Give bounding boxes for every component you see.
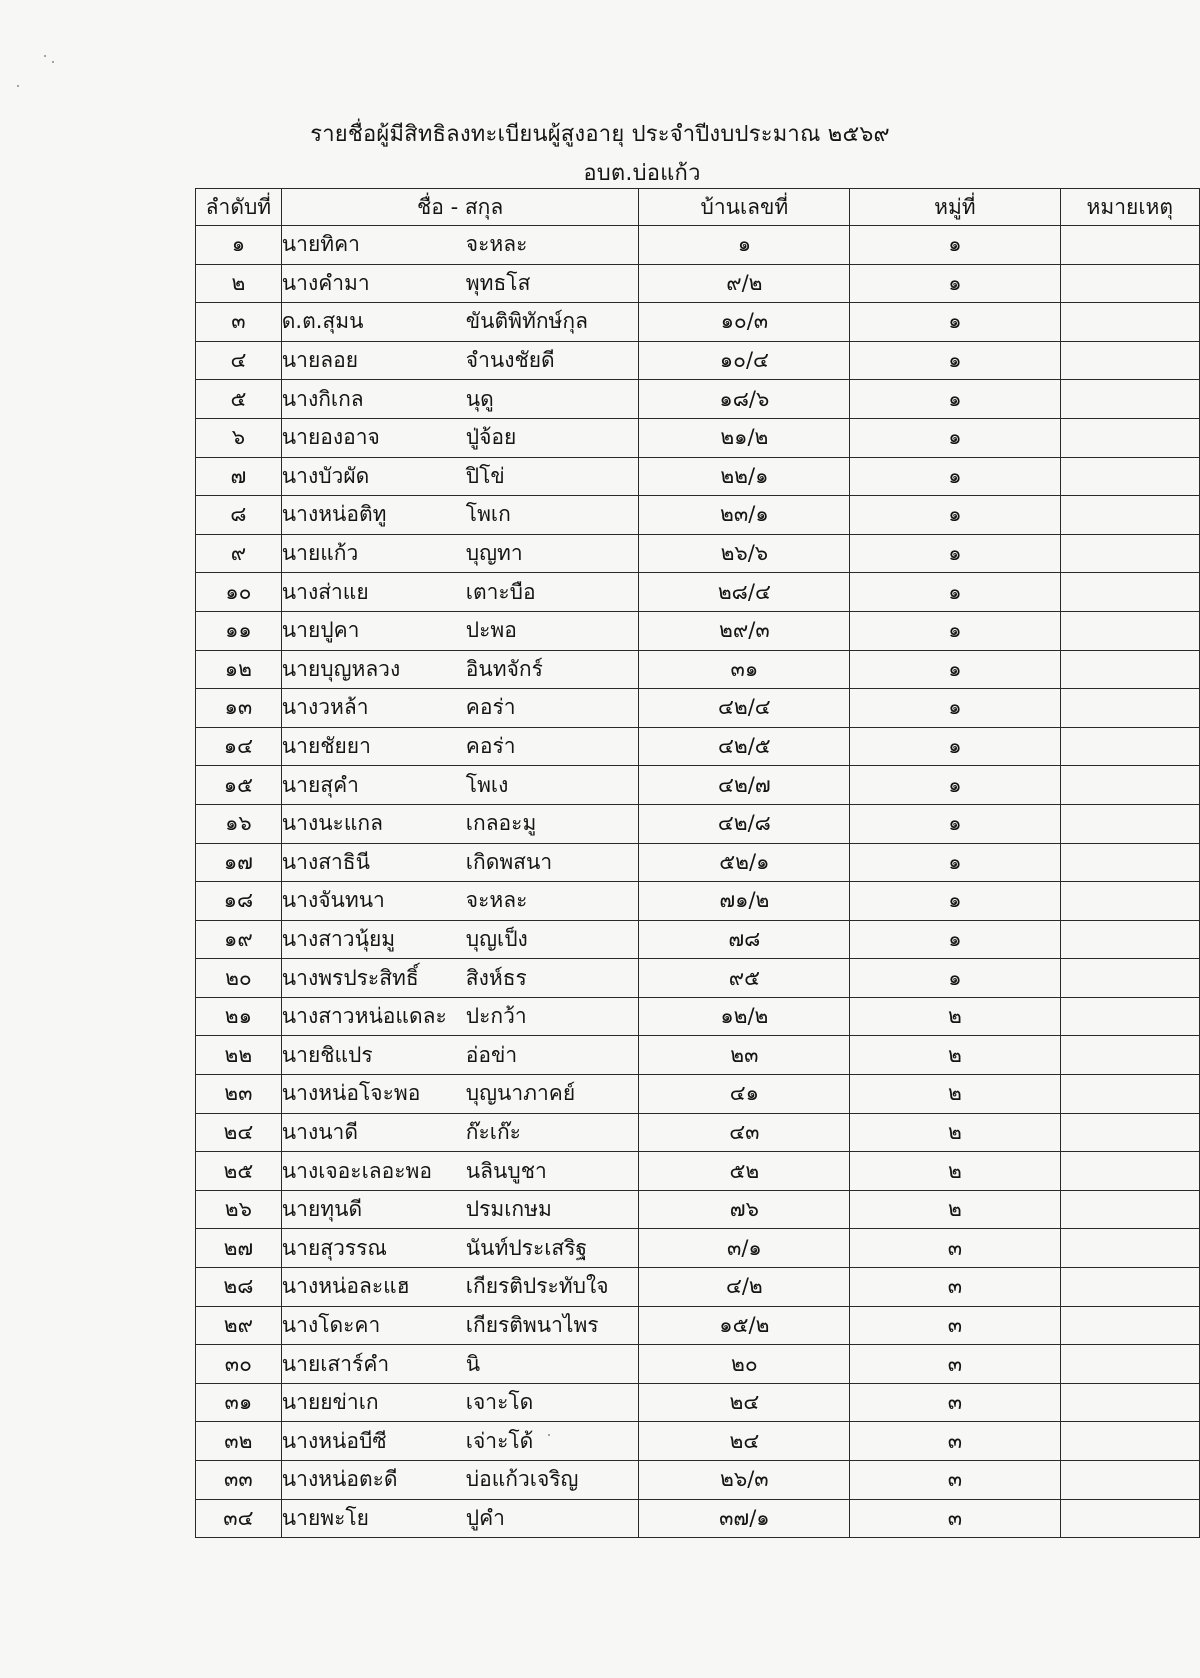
village-number-cell: ๑: [850, 496, 1060, 535]
remarks-cell: [1060, 418, 1199, 457]
table-row: [196, 1190, 1200, 1229]
last-name: ปรมเกษม: [465, 1197, 552, 1222]
name-cell: [281, 1229, 639, 1268]
village-number-cell: ๓: [850, 1422, 1060, 1461]
house-number-cell: ๔๒/๘: [639, 804, 850, 843]
village-number-cell: ๓: [850, 1499, 1060, 1538]
first-name: นางหน่อบีซี: [281, 1428, 387, 1453]
name-cell: [281, 496, 639, 535]
name-cell: [281, 1499, 639, 1538]
row-number-cell: ๒๗: [196, 1229, 282, 1268]
table-row: [196, 1229, 1200, 1268]
table-row: [196, 380, 1200, 419]
table-row: [196, 496, 1200, 535]
row-number-cell: ๒๙: [196, 1306, 282, 1345]
last-name: นันท์ประเสริฐ: [465, 1235, 588, 1260]
row-number-cell: ๑๑: [196, 611, 282, 650]
remarks-cell: [1060, 380, 1199, 419]
table-row: [196, 843, 1200, 882]
house-number-cell: ๒๓: [639, 1036, 850, 1075]
table-row: [196, 1383, 1200, 1422]
row-number-cell: ๘: [196, 496, 282, 535]
name-cell: [281, 1383, 639, 1422]
row-number-cell: ๑: [196, 226, 282, 265]
last-name: คอร่า: [465, 734, 516, 759]
first-name: นางสาวนุ้ยมู: [281, 926, 396, 951]
village-number-cell: ๓: [850, 1306, 1060, 1345]
row-number-cell: ๑๔: [196, 727, 282, 766]
name-cell: [281, 997, 639, 1036]
document-subtitle: อบต.บ่อแก้ว: [583, 161, 701, 186]
name-cell: [281, 804, 639, 843]
house-number-cell: ๕๒/๑: [639, 843, 850, 882]
last-name: เกลอะมู: [465, 811, 537, 836]
first-name: นายทิคา: [281, 232, 360, 257]
first-name: นายเสาร์คำ: [281, 1351, 390, 1376]
first-name: นางหน่อโจะพอ: [281, 1081, 421, 1106]
village-number-cell: ๑: [850, 418, 1060, 457]
remarks-cell: [1060, 1306, 1199, 1345]
row-number-cell: ๓๔: [196, 1499, 282, 1538]
village-number-cell: ๑: [850, 843, 1060, 882]
row-number-cell: ๕: [196, 380, 282, 419]
house-number-cell: ๑: [639, 226, 850, 265]
table-row: [196, 689, 1200, 728]
last-name: อินทจักร์: [465, 656, 543, 681]
village-number-cell: ๑: [850, 534, 1060, 573]
row-number-cell: ๒๘: [196, 1268, 282, 1307]
name-cell: [281, 650, 639, 689]
table-row: [196, 1075, 1200, 1114]
house-number-cell: ๒๘/๔: [639, 573, 850, 612]
name-cell: [281, 303, 639, 342]
row-number-cell: ๙: [196, 534, 282, 573]
name-cell: [281, 573, 639, 612]
table-body: [196, 226, 1200, 1538]
row-number-cell: ๓๓: [196, 1461, 282, 1500]
village-number-cell: ๓: [850, 1461, 1060, 1500]
name-cell: [281, 1345, 639, 1384]
house-number-cell: ๑๒/๒: [639, 997, 850, 1036]
row-number-cell: ๑๓: [196, 689, 282, 728]
name-cell: [281, 226, 639, 265]
table-row: [196, 534, 1200, 573]
remarks-cell: [1060, 1152, 1199, 1191]
row-number-cell: ๒๖: [196, 1190, 282, 1229]
remarks-cell: [1060, 611, 1199, 650]
house-number-cell: ๒๔: [639, 1383, 850, 1422]
table-row: [196, 766, 1200, 805]
first-name: นายยข่าเก: [281, 1390, 379, 1415]
header-row: [196, 189, 1200, 226]
remarks-cell: [1060, 882, 1199, 921]
row-number-cell: ๑๐: [196, 573, 282, 612]
row-number-cell: ๒๑: [196, 997, 282, 1036]
row-number-cell: ๓๑: [196, 1383, 282, 1422]
first-name: นายบุญหลวง: [281, 656, 401, 681]
house-number-cell: ๓/๑: [639, 1229, 850, 1268]
house-number-cell: ๒๔: [639, 1422, 850, 1461]
name-cell: [281, 1113, 639, 1152]
first-name: นางวหล้า: [281, 695, 369, 720]
last-name: ก๊ะเก๊ะ: [465, 1119, 521, 1144]
elderly-registration-table: [195, 188, 1200, 1538]
first-name: นายองอาจ: [281, 425, 380, 450]
row-number-cell: ๒๕: [196, 1152, 282, 1191]
house-number-cell: ๗๑/๒: [639, 882, 850, 921]
remarks-cell: [1060, 766, 1199, 805]
row-number-cell: ๑๘: [196, 882, 282, 921]
name-cell: [281, 920, 639, 959]
first-name: นายชิแปร: [281, 1042, 373, 1067]
table-row: [196, 418, 1200, 457]
first-name: ด.ต.สุมน: [281, 309, 364, 334]
house-number-cell: ๓๑: [639, 650, 850, 689]
table-row: [196, 1422, 1200, 1461]
last-name: คอร่า: [465, 695, 516, 720]
village-number-cell: ๓: [850, 1268, 1060, 1307]
house-number-cell: ๒๖/๖: [639, 534, 850, 573]
table-row: [196, 1268, 1200, 1307]
village-number-cell: ๒: [850, 1113, 1060, 1152]
village-number-cell: ๒: [850, 1075, 1060, 1114]
last-name: บุญเป็ง: [465, 926, 528, 951]
house-number-cell: ๒๐: [639, 1345, 850, 1384]
village-number-cell: ๑: [850, 882, 1060, 921]
village-number-cell: ๒: [850, 1190, 1060, 1229]
remarks-cell: [1060, 264, 1199, 303]
name-cell: [281, 1422, 639, 1461]
last-name: โพเก: [465, 502, 511, 527]
remarks-cell: [1060, 1113, 1199, 1152]
row-number-cell: ๒๓: [196, 1075, 282, 1114]
row-number-cell: ๖: [196, 418, 282, 457]
table-row: [196, 882, 1200, 921]
table-row: [196, 1306, 1200, 1345]
first-name: นางเจอะเลอะพอ: [281, 1158, 432, 1183]
house-number-cell: ๙๕: [639, 959, 850, 998]
village-number-cell: ๑: [850, 226, 1060, 265]
village-number-cell: ๒: [850, 997, 1060, 1036]
house-number-cell: ๔๑: [639, 1075, 850, 1114]
column-header-no: ลำดับที่: [196, 189, 282, 226]
name-cell: [281, 727, 639, 766]
house-number-cell: ๒๙/๓: [639, 611, 850, 650]
first-name: นางนาดี: [281, 1119, 358, 1144]
house-number-cell: ๔๒/๗: [639, 766, 850, 805]
last-name: นุดู: [465, 386, 494, 411]
first-name: นางส่าแย: [281, 579, 369, 604]
first-name: นางสาธินี: [281, 849, 370, 874]
last-name: ปะกว้า: [465, 1004, 527, 1029]
remarks-cell: [1060, 689, 1199, 728]
remarks-cell: [1060, 303, 1199, 342]
house-number-cell: ๙/๒: [639, 264, 850, 303]
last-name: เกิดพสนา: [465, 849, 553, 874]
house-number-cell: ๑๐/๔: [639, 341, 850, 380]
village-number-cell: ๑: [850, 689, 1060, 728]
first-name: นางสาวหน่อแดละ: [281, 1004, 447, 1029]
remarks-cell: [1060, 1345, 1199, 1384]
remarks-cell: [1060, 1383, 1199, 1422]
first-name: นายลอย: [281, 348, 359, 373]
first-name: นางหน่อติทู: [281, 502, 387, 527]
name-cell: [281, 766, 639, 805]
remarks-cell: [1060, 1190, 1199, 1229]
first-name: นายพะโย: [281, 1505, 369, 1530]
first-name: นายชัยยา: [281, 734, 371, 759]
house-number-cell: ๔๒/๕: [639, 727, 850, 766]
first-name: นางพรประสิทธิ์: [281, 965, 419, 990]
table-row: [196, 1036, 1200, 1075]
row-number-cell: ๓: [196, 303, 282, 342]
name-cell: [281, 1268, 639, 1307]
village-number-cell: ๑: [850, 650, 1060, 689]
name-cell: [281, 418, 639, 457]
remarks-cell: [1060, 843, 1199, 882]
name-cell: [281, 1075, 639, 1114]
house-number-cell: ๕๒: [639, 1152, 850, 1191]
last-name: เกียรติประทับใจ: [465, 1274, 609, 1299]
remarks-cell: [1060, 1499, 1199, 1538]
table-row: [196, 457, 1200, 496]
house-number-cell: ๑๘/๖: [639, 380, 850, 419]
scan-speck: [44, 55, 46, 57]
first-name: นางนะแกล: [281, 811, 383, 836]
column-header-name: ชื่อ - สกุล: [281, 189, 639, 226]
name-cell: [281, 380, 639, 419]
name-cell: [281, 1461, 639, 1500]
last-name: อ่อข่า: [465, 1042, 518, 1067]
table-row: [196, 997, 1200, 1036]
house-number-cell: ๑๕/๒: [639, 1306, 850, 1345]
last-name: บุญนาภาคย์: [465, 1081, 576, 1106]
table-row: [196, 1152, 1200, 1191]
village-number-cell: ๑: [850, 380, 1060, 419]
first-name: นางกิเกล: [281, 386, 364, 411]
row-number-cell: ๒: [196, 264, 282, 303]
row-number-cell: ๑๖: [196, 804, 282, 843]
column-header-village-number: หมู่ที่: [850, 189, 1060, 226]
first-name: นางจันทนา: [281, 888, 385, 913]
village-number-cell: ๑: [850, 341, 1060, 380]
remarks-cell: [1060, 341, 1199, 380]
table-row: [196, 303, 1200, 342]
last-name: เจาะโด: [465, 1390, 534, 1415]
first-name: นายสุคำ: [281, 772, 359, 797]
table-row: [196, 1345, 1200, 1384]
table-row: [196, 920, 1200, 959]
village-number-cell: ๑: [850, 920, 1060, 959]
last-name: สิงห์ธร: [465, 965, 527, 990]
row-number-cell: ๔: [196, 341, 282, 380]
last-name: บุญทา: [465, 541, 523, 566]
scan-speck: [52, 61, 54, 63]
remarks-cell: [1060, 727, 1199, 766]
table-row: [196, 341, 1200, 380]
table-row: [196, 226, 1200, 265]
house-number-cell: ๔๓: [639, 1113, 850, 1152]
last-name: ขันติพิทักษ์กุล: [465, 309, 588, 334]
village-number-cell: ๑: [850, 573, 1060, 612]
last-name: เจ่าะโด้: [465, 1428, 534, 1453]
first-name: นางหน่อละแฮ: [281, 1274, 410, 1299]
remarks-cell: [1060, 650, 1199, 689]
village-number-cell: ๒: [850, 1152, 1060, 1191]
house-number-cell: ๔/๒: [639, 1268, 850, 1307]
last-name: ปูคำ: [465, 1505, 505, 1530]
remarks-cell: [1060, 226, 1199, 265]
name-cell: [281, 611, 639, 650]
table-row: [196, 959, 1200, 998]
village-number-cell: ๑: [850, 264, 1060, 303]
house-number-cell: ๔๒/๔: [639, 689, 850, 728]
row-number-cell: ๑๗: [196, 843, 282, 882]
last-name: บ่อแก้วเจริญ: [465, 1467, 579, 1492]
document-title: รายชื่อผู้มีสิทธิลงทะเบียนผู้สูงอายุ ประจำปีงบประมาณ ๒๕๖๙: [310, 122, 890, 147]
name-cell: [281, 264, 639, 303]
last-name: พุทธโส: [465, 270, 531, 295]
village-number-cell: ๓: [850, 1229, 1060, 1268]
row-number-cell: ๑๙: [196, 920, 282, 959]
remarks-cell: [1060, 1036, 1199, 1075]
table-row: [196, 650, 1200, 689]
row-number-cell: ๒๒: [196, 1036, 282, 1075]
scan-speck: [17, 85, 19, 87]
name-cell: [281, 534, 639, 573]
first-name: นายแก้ว: [281, 541, 359, 566]
table-row: [196, 1499, 1200, 1538]
last-name: จะหละ: [465, 888, 528, 913]
table-header: [196, 189, 1200, 226]
name-cell: [281, 689, 639, 728]
row-number-cell: ๒๐: [196, 959, 282, 998]
remarks-cell: [1060, 1075, 1199, 1114]
table-row: [196, 1461, 1200, 1500]
remarks-cell: [1060, 1229, 1199, 1268]
first-name: นายทุนดี: [281, 1197, 363, 1222]
remarks-cell: [1060, 457, 1199, 496]
remarks-cell: [1060, 997, 1199, 1036]
house-number-cell: ๑๐/๓: [639, 303, 850, 342]
last-name: นิ: [465, 1351, 481, 1376]
table-row: [196, 611, 1200, 650]
village-number-cell: ๑: [850, 727, 1060, 766]
house-number-cell: ๒๑/๒: [639, 418, 850, 457]
name-cell: [281, 1152, 639, 1191]
house-number-cell: ๒๒/๑: [639, 457, 850, 496]
table-row: [196, 1113, 1200, 1152]
remarks-cell: [1060, 534, 1199, 573]
first-name: นายปูคา: [281, 618, 360, 643]
remarks-cell: [1060, 920, 1199, 959]
remarks-cell: [1060, 573, 1199, 612]
first-name: นางหน่อตะดี: [281, 1467, 398, 1492]
row-number-cell: ๗: [196, 457, 282, 496]
name-cell: [281, 882, 639, 921]
name-cell: [281, 843, 639, 882]
row-number-cell: ๑๕: [196, 766, 282, 805]
last-name: ปิโข่: [465, 463, 505, 488]
village-number-cell: ๑: [850, 959, 1060, 998]
name-cell: [281, 341, 639, 380]
column-header-house-number: บ้านเลขที่: [639, 189, 850, 226]
row-number-cell: ๒๔: [196, 1113, 282, 1152]
table-row: [196, 727, 1200, 766]
last-name: นลินบูชา: [465, 1158, 547, 1183]
row-number-cell: ๑๒: [196, 650, 282, 689]
village-number-cell: ๑: [850, 303, 1060, 342]
first-name: นางคำมา: [281, 270, 370, 295]
name-cell: [281, 1306, 639, 1345]
village-number-cell: ๑: [850, 611, 1060, 650]
village-number-cell: ๓: [850, 1345, 1060, 1384]
last-name: โพเง: [465, 772, 509, 797]
last-name: ปะพอ: [465, 618, 517, 643]
last-name: จำนงชัยดี: [465, 348, 555, 373]
village-number-cell: ๑: [850, 804, 1060, 843]
village-number-cell: ๓: [850, 1383, 1060, 1422]
name-cell: [281, 959, 639, 998]
house-number-cell: ๒๖/๓: [639, 1461, 850, 1500]
house-number-cell: ๗๘: [639, 920, 850, 959]
table-row: [196, 264, 1200, 303]
last-name: ปู่จ้อย: [465, 425, 517, 450]
remarks-cell: [1060, 1422, 1199, 1461]
table-row: [196, 573, 1200, 612]
last-name: เตาะบือ: [465, 579, 536, 604]
last-name: จะหละ: [465, 232, 528, 257]
remarks-cell: [1060, 804, 1199, 843]
name-cell: [281, 1190, 639, 1229]
village-number-cell: ๑: [850, 766, 1060, 805]
remarks-cell: [1060, 1461, 1199, 1500]
name-cell: [281, 457, 639, 496]
village-number-cell: ๑: [850, 457, 1060, 496]
last-name: เกียรติพนาไพร: [465, 1312, 599, 1337]
column-header-remarks: หมายเหตุ: [1060, 189, 1199, 226]
village-number-cell: ๒: [850, 1036, 1060, 1075]
remarks-cell: [1060, 1268, 1199, 1307]
house-number-cell: ๒๓/๑: [639, 496, 850, 535]
table-row: [196, 804, 1200, 843]
first-name: นางบัวผัด: [281, 463, 370, 488]
remarks-cell: [1060, 496, 1199, 535]
row-number-cell: ๓๒: [196, 1422, 282, 1461]
house-number-cell: ๓๗/๑: [639, 1499, 850, 1538]
house-number-cell: ๗๖: [639, 1190, 850, 1229]
row-number-cell: ๓๐: [196, 1345, 282, 1384]
first-name: นายสุวรรณ: [281, 1235, 387, 1260]
name-cell: [281, 1036, 639, 1075]
first-name: นางโดะคา: [281, 1312, 381, 1337]
remarks-cell: [1060, 959, 1199, 998]
